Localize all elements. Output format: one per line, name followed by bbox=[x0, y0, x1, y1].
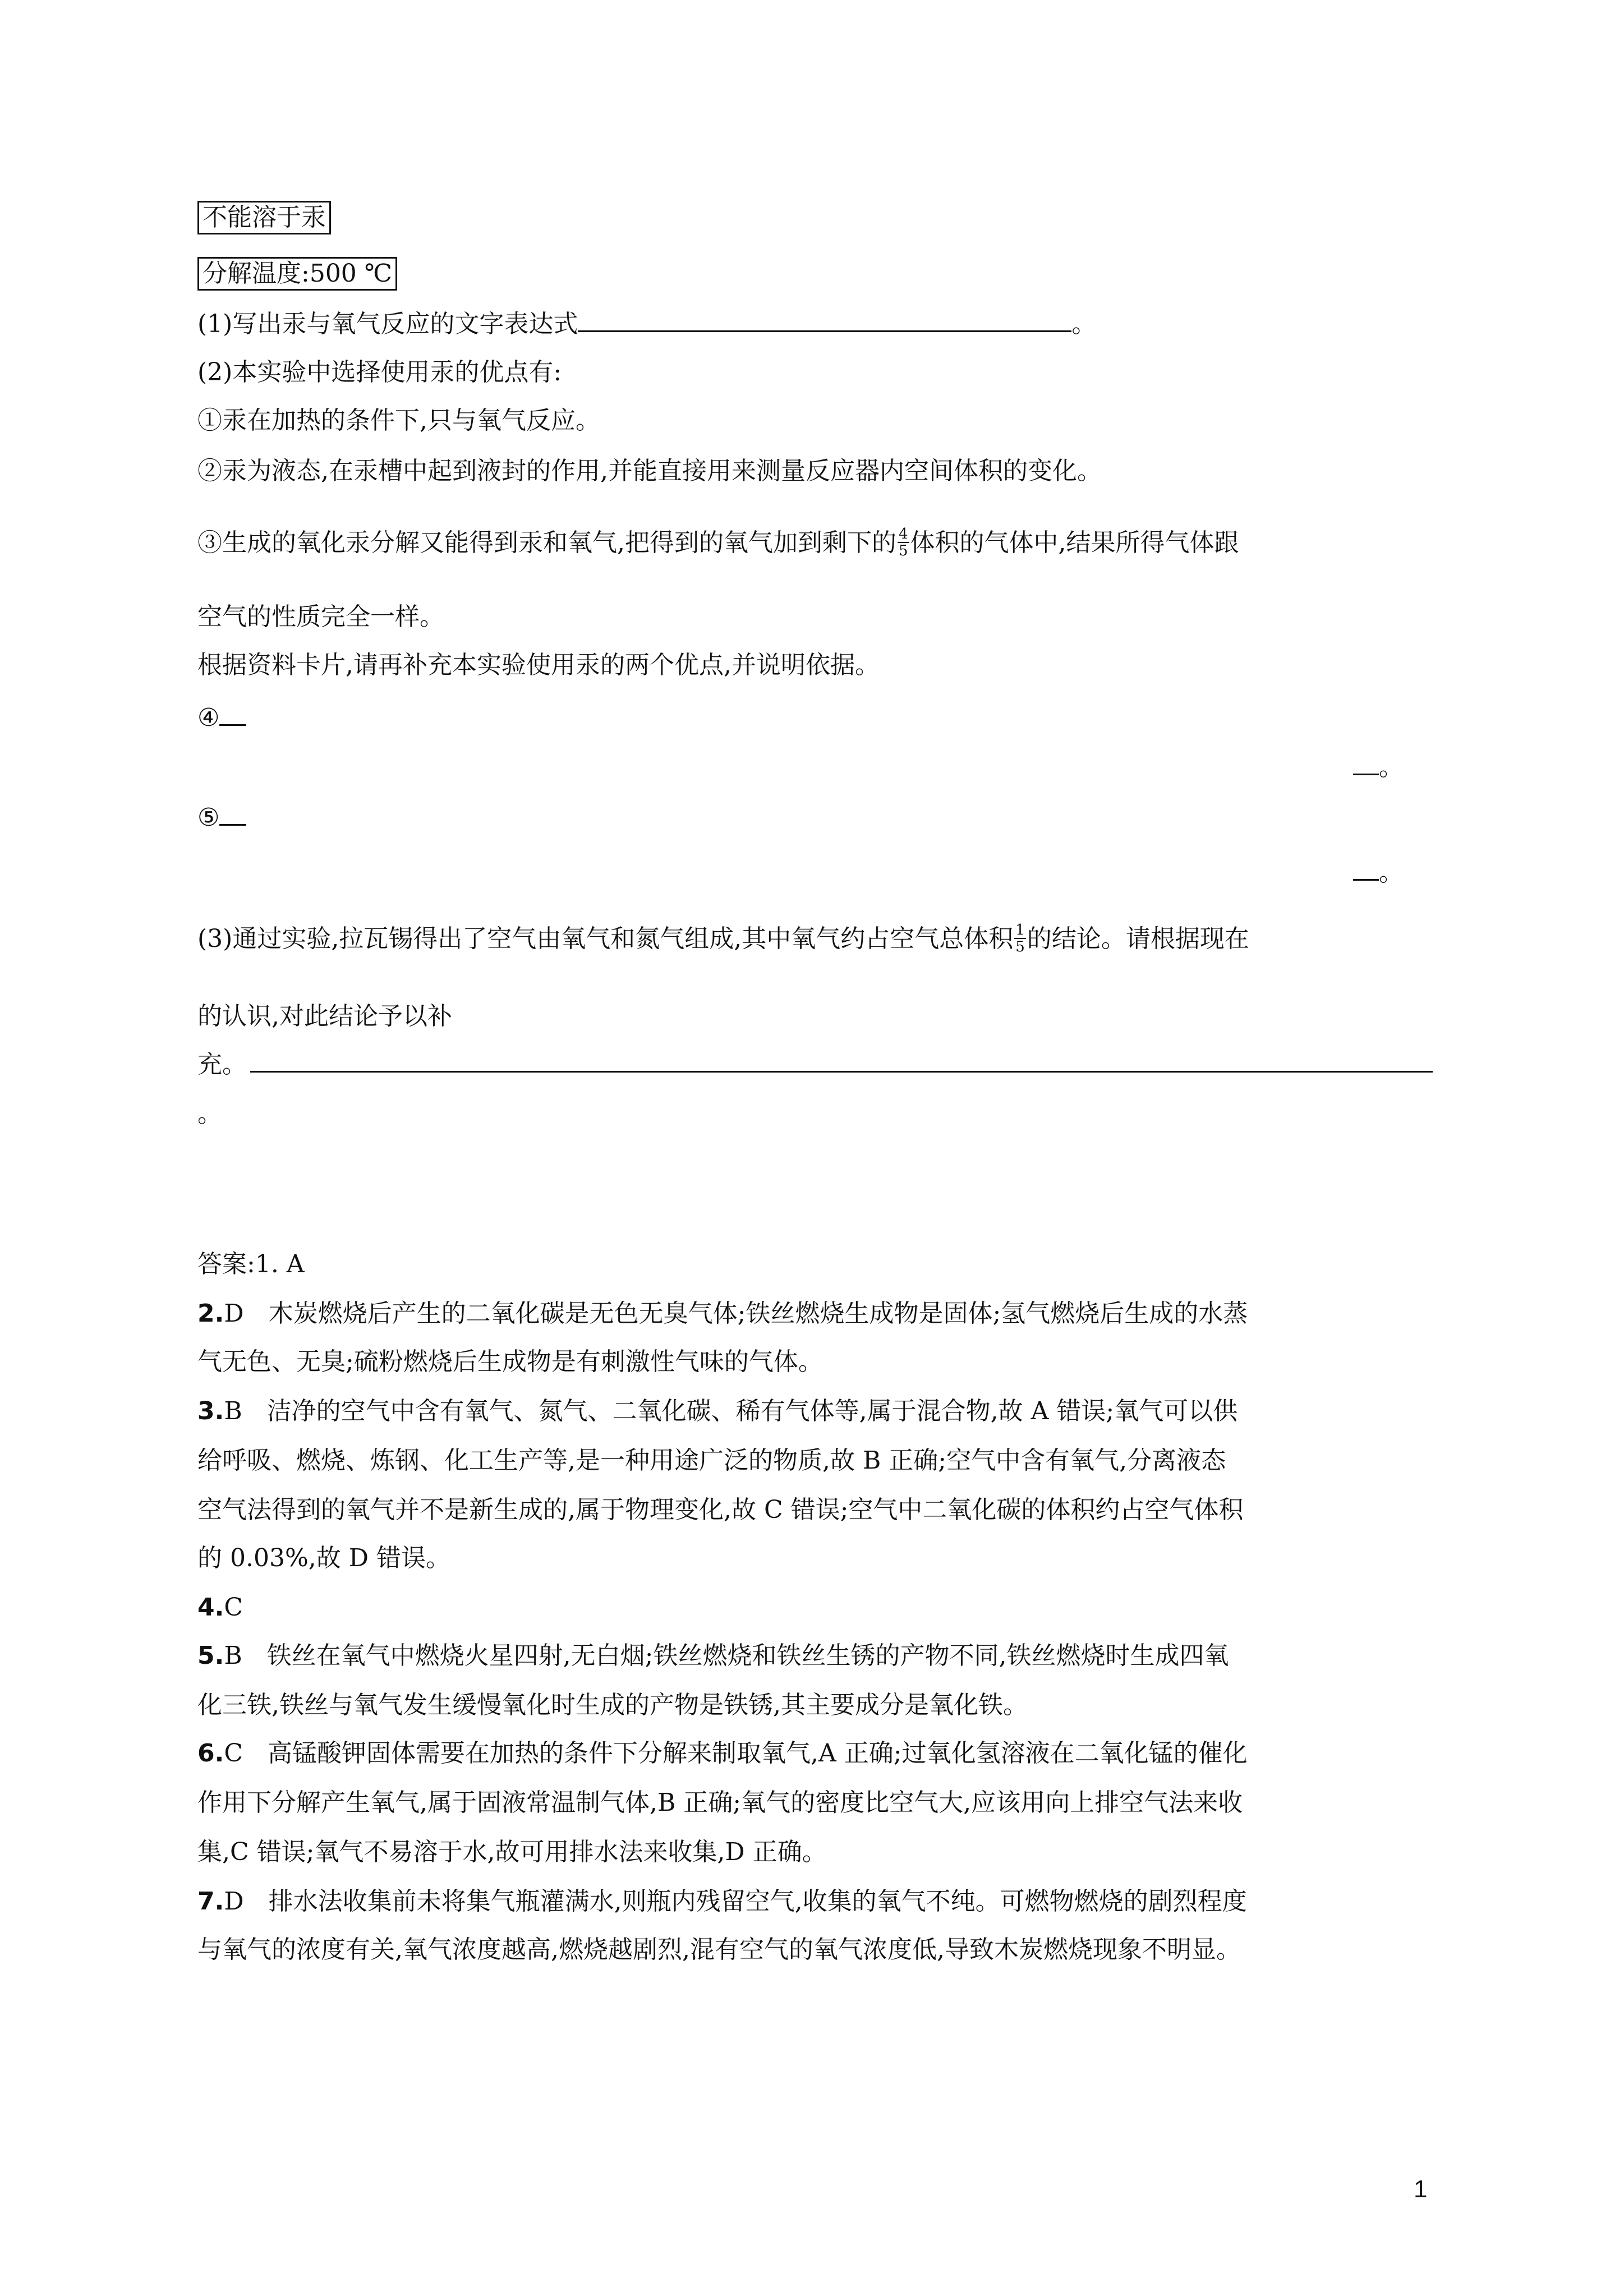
answer-7-cont: 与氧气的浓度有关,氧气浓度越高,燃烧越剧烈,混有空气的氧气浓度低,导致木炭燃烧现象不明显。 bbox=[197, 1935, 1241, 1964]
answer-blank bbox=[578, 308, 1071, 332]
advantage-3 bbox=[197, 526, 1239, 561]
card-row-insoluble bbox=[197, 201, 331, 234]
answer-6-cont: 作用下分解产生氧气,属于固液常温制气体,B 正确;氧气的密度比空气大,应该用向上排空气法来收 bbox=[197, 1788, 1243, 1817]
question-1-text: (1)写出汞与氧气反应的文字表达式 bbox=[197, 310, 578, 338]
answer-3 bbox=[197, 1395, 1237, 1428]
answer-6-cont: 集,C 错误;氧气不易溶于水,故可用排水法来收集,D 正确。 bbox=[197, 1838, 827, 1866]
answer-number: 2. bbox=[197, 1299, 224, 1328]
card-cell: 分解温度:500 ℃ bbox=[197, 257, 397, 291]
answer-5-cont: 化三铁,铁丝与氧气发生缓慢氧化时生成的产物是铁锈,其主要成分是氧化铁。 bbox=[197, 1691, 1028, 1719]
fraction-numerator: 1 bbox=[1015, 921, 1025, 938]
question-3-line-4: 。 bbox=[197, 1099, 222, 1128]
item-4-end: 。 bbox=[1379, 753, 1404, 781]
answer-3-cont: 空气法得到的氧气并不是新生成的,属于物理变化,故 C 错误;空气中二氧化碳的体积约占空气体积 bbox=[197, 1496, 1244, 1524]
question-3-line-2: 的认识,对此结论予以补 bbox=[197, 1002, 452, 1030]
advantage-3-text: ③生成的氧化汞分解又能得到汞和氧气,把得到的氧气加到剩下的 bbox=[197, 528, 896, 557]
answer-number: 6. bbox=[197, 1739, 224, 1768]
answer-3-cont: 的 0.03%,故 D 错误。 bbox=[197, 1544, 450, 1572]
fraction-denominator: 5 bbox=[1015, 938, 1025, 955]
answer-3-cont: 给呼吸、燃烧、炼钢、化工生产等,是一种用途广泛的物质,故 B 正确;空气中含有氧气,分离液态 bbox=[197, 1446, 1226, 1475]
fraction-numerator: 4 bbox=[898, 525, 908, 542]
fraction bbox=[898, 526, 909, 559]
answer-2-cont: 气无色、无臭;硫粉燃烧后生成物是有刺激性气味的气体。 bbox=[197, 1347, 823, 1376]
question-3-text-cont: 的结论。请根据现在 bbox=[1027, 924, 1249, 953]
fraction bbox=[1014, 922, 1026, 955]
page-number: 1 bbox=[1414, 2175, 1428, 2203]
answer-4-text: C bbox=[224, 1593, 243, 1622]
answer-4 bbox=[197, 1591, 243, 1625]
answer-1 bbox=[197, 1248, 305, 1281]
answer-5 bbox=[197, 1639, 1229, 1673]
advantage-2: ②汞为液态,在汞槽中起到液封的作用,并能直接用来测量反应器内空间体积的变化。 bbox=[197, 457, 1102, 485]
fraction-denominator: 5 bbox=[898, 542, 908, 559]
answer-2-text: D 木炭燃烧后产生的二氧化碳是无色无臭气体;铁丝燃烧生成物是固体;氢气燃烧后生成的水蒸 bbox=[224, 1299, 1248, 1328]
answer-blank bbox=[1353, 857, 1379, 881]
question-3-text-end: 充。 bbox=[197, 1050, 247, 1079]
card-cell: 不能溶于汞 bbox=[197, 201, 331, 234]
item-5-end: 。 bbox=[1379, 858, 1404, 887]
question-3 bbox=[197, 922, 1249, 957]
answer-item-4-end bbox=[1353, 751, 1404, 784]
answer-blank bbox=[219, 702, 246, 726]
answer-7-text: D 排水法收集前未将集气瓶灌满水,则瓶内残留空气,收集的氧气不纯。可燃物燃烧的剧烈程度 bbox=[224, 1887, 1247, 1916]
advantage-3-end: 空气的性质完全一样。 bbox=[197, 602, 444, 631]
answer-blank bbox=[250, 1048, 1433, 1073]
answer-item-4 bbox=[197, 701, 246, 735]
answer-3-text: B 洁净的空气中含有氧气、氮气、二氧化碳、稀有气体等,属于混合物,故 A 错误;氧气可以供 bbox=[224, 1397, 1238, 1425]
question-1-end: 。 bbox=[1071, 310, 1097, 338]
answer-number: 3. bbox=[197, 1397, 224, 1425]
question-3-text: (3)通过实验,拉瓦锡得出了空气由氧气和氮气组成,其中氧气约占空气总体积 bbox=[197, 924, 1014, 953]
answer-6-text: C 高锰酸钾固体需要在加热的条件下分解来制取氧气,A 正确;过氧化氢溶液在二氧化锰的催化 bbox=[224, 1739, 1248, 1768]
answer-item-5-end bbox=[1353, 856, 1404, 890]
answer-6 bbox=[197, 1737, 1248, 1770]
item-5-marker: ⑤ bbox=[197, 803, 220, 832]
answer-item-5 bbox=[197, 801, 246, 835]
question-1 bbox=[197, 307, 1096, 341]
question-2-ask: 根据资料卡片,请再补充本实验使用汞的两个优点,并说明依据。 bbox=[197, 651, 880, 679]
answer-2 bbox=[197, 1297, 1248, 1331]
card-row-decomposition bbox=[197, 257, 397, 291]
advantage-3-text-cont: 体积的气体中,结果所得气体跟 bbox=[910, 528, 1239, 557]
answer-number: 5. bbox=[197, 1641, 224, 1670]
advantage-1: ①汞在加热的条件下,只与氧气反应。 bbox=[197, 406, 600, 435]
question-2-intro: (2)本实验中选择使用汞的优点有: bbox=[197, 358, 562, 386]
answer-blank bbox=[1353, 751, 1379, 775]
answers-label: 答案: bbox=[197, 1250, 255, 1278]
item-4-marker: ④ bbox=[197, 703, 220, 732]
answer-number: 7. bbox=[197, 1887, 224, 1916]
answer-number: 4. bbox=[197, 1593, 224, 1622]
answer-1-text: 1. A bbox=[255, 1250, 305, 1278]
answer-5-text: B 铁丝在氧气中燃烧火星四射,无白烟;铁丝燃烧和铁丝生锈的产物不同,铁丝燃烧时生成四氧 bbox=[224, 1641, 1229, 1670]
answer-blank bbox=[219, 802, 246, 826]
answer-7 bbox=[197, 1885, 1247, 1918]
question-3-line-3 bbox=[197, 1048, 1433, 1082]
